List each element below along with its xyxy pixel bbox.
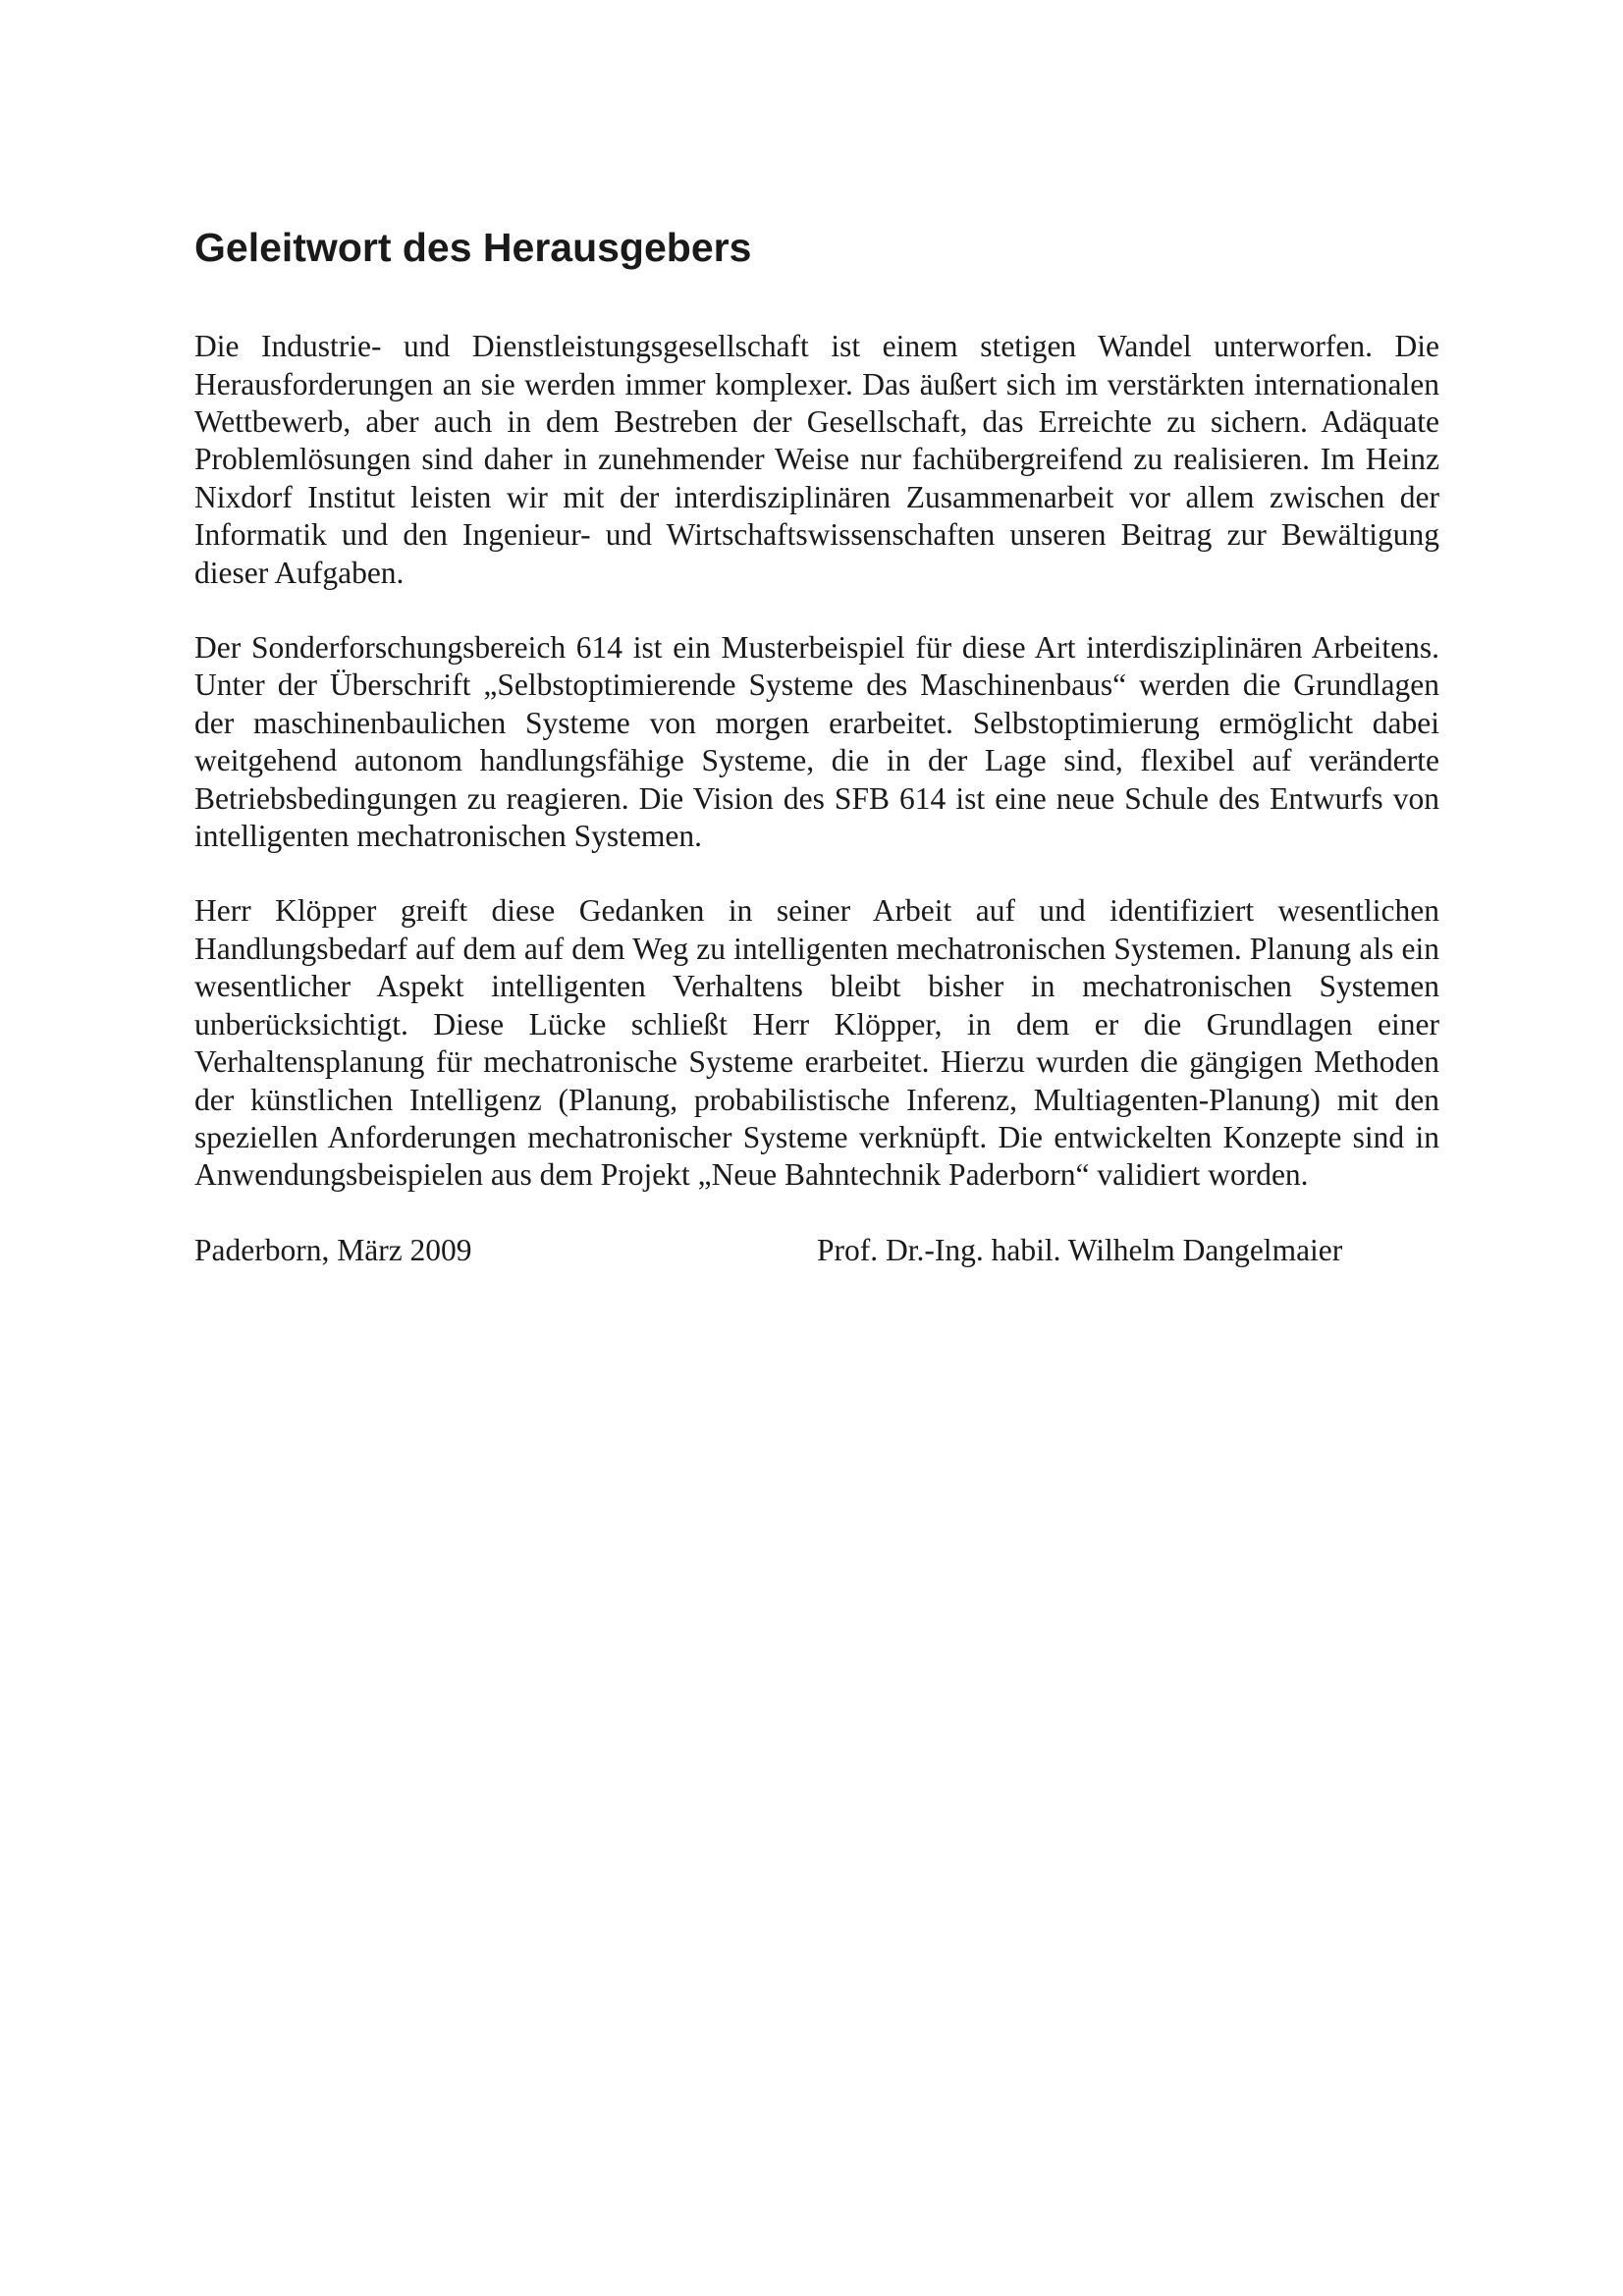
author-name: Prof. Dr.-Ing. habil. Wilhelm Dangelmaier	[817, 1232, 1343, 1267]
paragraph-2: Der Sonderforschungsbereich 614 ist ein Musterbeispiel für diese Art interdisziplinären Arbeitens. Unter der Überschrift „Selbstoptimierende Systeme des Maschinenbaus“ werden die Grundlagen der maschinenbaulichen Systeme von morgen erarbeitet. Selbstoptimierung ermöglicht dabei weitgehend autonom handlungsfähige Systeme, die in der Lage sind, flexibel auf veränderte Betriebsbedingungen zu reagieren. Die Vision des SFB 614 ist eine neue Schule des Entwurfs von intelligenten mechatronischen Systemen.	[194, 630, 1439, 854]
place-date: Paderborn, März 2009	[194, 1232, 472, 1267]
signature-line	[194, 1232, 1439, 1271]
foreword-content	[194, 224, 1439, 1271]
page-title: Geleitwort des Herausgebers	[194, 225, 752, 270]
paragraph-1: Die Industrie- und Dienstleistungsgesellschaft ist einem stetigen Wandel unterworfen. Die Herausforderungen an sie werden immer komplexer. Das äußert sich im verstärkten internationalen Wettbewerb, aber auch in dem Bestreben der Gesellschaft, das Erreichte zu sichern. Adäquate Problemlösungen sind daher in zunehmender Weise nur fachübergreifend zu realisieren. Im Heinz Nixdorf Institut leisten wir mit der interdisziplinären Zusammenarbeit vor allem zwischen der Informatik und den Ingenieur- und Wirtschaftswissenschaften unseren Beitrag zur Bewältigung dieser Aufgaben.	[194, 329, 1439, 590]
paragraph-3: Herr Klöpper greift diese Gedanken in seiner Arbeit auf und identifiziert wesentlichen Handlungsbedarf auf dem auf dem Weg zu intelligenten mechatronischen Systemen. Planung als ein wesentlicher Aspekt intelligenten Verhaltens bleibt bisher in mechatronischen Systemen unberücksichtigt. Diese Lücke schließt Herr Klöpper, in dem er die Grundlagen einer Verhaltensplanung für mechatronische Systeme erarbeitet. Hierzu wurden die gängigen Methoden der künstlichen Intelligenz (Planung, probabilistische Inferenz, Multiagenten-Planung) mit den speziellen Anforderungen mechatronischer Systeme verknüpft. Die entwickelten Konzepte sind in Anwendungsbeispielen aus dem Projekt „Neue Bahntechnik Paderborn“ validiert worden.	[194, 893, 1439, 1193]
